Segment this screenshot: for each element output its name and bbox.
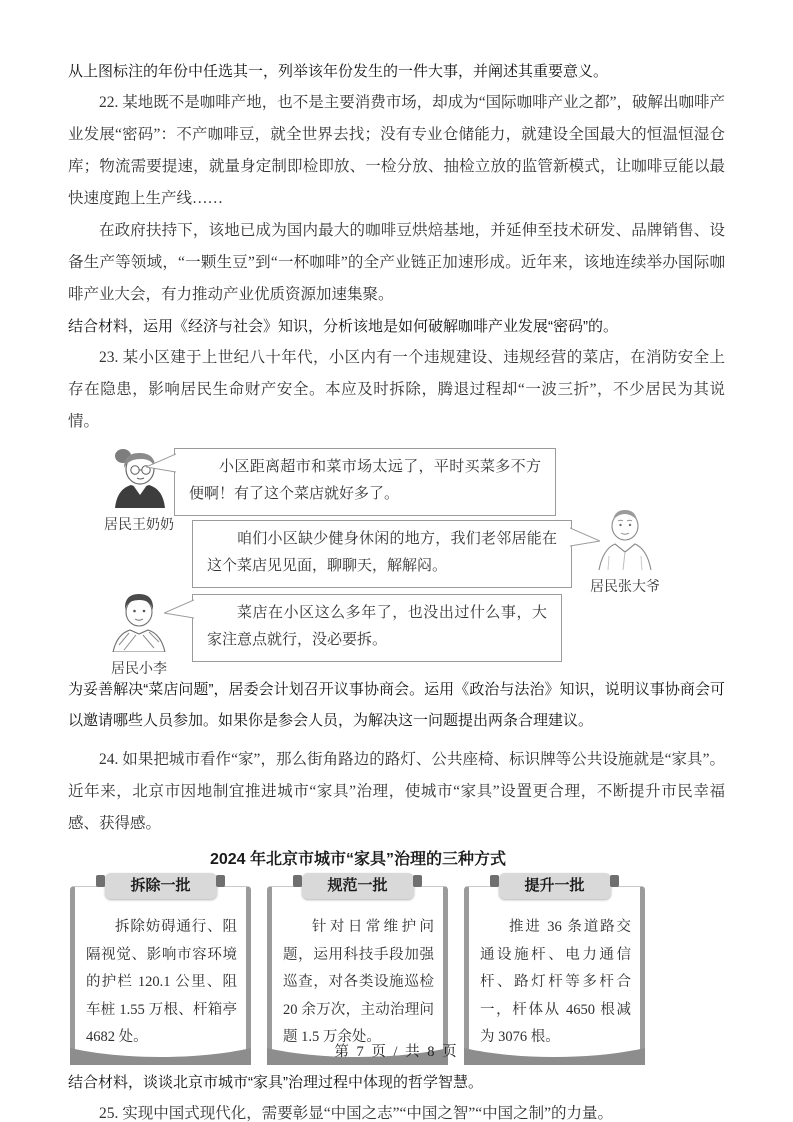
diagram-title: 2024 年北京市城市“家具”治理的三种方式 [209,851,507,868]
question-24-task: 结合材料，谈谈北京市城市“家具”治理过程中体现的哲学智慧。 [68,1074,483,1091]
resident-zhang-label: 居民张大爷 [590,580,660,595]
pin-icon [413,875,422,887]
bubble-text-wang: 小区距离超市和菜市场太远了，平时买菜多不方便啊！有了这个菜店就好多了。 [189,459,541,502]
question-23-task: 为妥善解决“菜店问题”，居委会计划召开议事协商会。运用《政治与法治》知识，说明议事协商会可以邀请哪些人员参加。如果你是参会人员，为解决这一问题提出两条合理建议。 [68,681,725,729]
city-furniture-diagram [68,846,725,1065]
resident-li-figure [96,588,182,678]
pin-icon [293,875,302,887]
grandma-portrait-icon [99,495,179,512]
resident-li-label: 居民小李 [111,662,167,677]
speech-bubble-wang [174,448,556,516]
residents-dialogue [68,442,725,677]
panel-demolish [70,873,251,1065]
question-23-paragraph: 23. 某小区建于上世纪八十年代，小区内有一个违规建设、违规经营的菜店，在消防安全上存在隐患，影响居民生命财产安全。本应及时拆除，腾退过程却“一波三折”，不少居民为其说情。 [68,349,725,430]
panel-demolish-body: 拆除妨碍通行、阻隔视觉、影响市容环境的护栏 120.1 公里、阻车桩 1.55 万根、杆箱亭 4682 处。 [86,919,237,1045]
speech-bubble-li [192,594,562,662]
bubble-tail-left-icon [146,453,176,475]
question-22-paragraph-2: 在政府扶持下，该地已成为国内最大的咖啡豆烘焙基地，并延伸至技术研发、品牌销售、设备生产等领域，“一颗生豆”到“一杯咖啡”的全产业链正加速形成。近年来，该地连续举办国际咖啡产业大会，有力推动产业优质资源加速集聚。 [68,222,725,303]
panel-regulate-header: 规范一批 [302,873,414,899]
pin-icon [96,875,105,887]
panel-upgrade [464,873,645,1065]
question-22-paragraph-1: 22. 某地既不是咖啡产地，也不是主要消费市场，却成为“国际咖啡产业之都”，破解出咖啡产业发展“密码”：不产咖啡豆，就全世界去找；没有专业仓储能力，就建设全国最大的恒温恒湿仓库；物流需要提速，就量身定制即检即放、一检分放、抽检立放的监管新模式，让咖啡豆能以最快速度跑上生产线…… [68,94,726,207]
diagram-panels [70,873,646,1065]
old-man-portrait-icon [585,557,665,574]
panel-paper [267,886,448,1065]
panel-upgrade-header: 提升一批 [499,873,611,899]
panel-regulate [267,873,448,1065]
question-25-paragraph: 25. 实现中国式现代化，需要彰显“中国之志”“中国之智”“中国之制”的力量。 [99,1105,614,1122]
panel-paper [464,886,645,1065]
intro-line: 从上图标注的年份中任选其一，列举该年份发生的一件大事，并阐述其重要意义。 [68,63,609,80]
pin-icon [610,875,619,887]
question-22-task: 结合材料，运用《经济与社会》知识，分析该地是如何破解咖啡产业发展“密码”的。 [68,318,618,335]
pin-icon [216,875,225,887]
panel-paper [70,886,251,1065]
panel-demolish-header: 拆除一批 [105,873,217,899]
page-number: 第 7 页 / 共 8 页 [334,1044,459,1060]
question-24-paragraph: 24. 如果把城市看作“家”，那么街角路边的路灯、公共座椅、标识牌等公共设施就是“家具”。近年来，北京市因地制宜推进城市“家具”治理，使城市“家具”设置更合理，不断提升市民幸福感、获得感。 [68,751,725,832]
panel-upgrade-body: 推进 36 条道路交通设施杆、电力通信杆、路灯杆等多杆合一，杆体从 4650 根减为 3076 根。 [480,919,631,1045]
young-man-portrait-icon [99,639,179,656]
bubble-text-zhang: 咱们小区缺少健身休闲的地方，我们老邻居能在这个菜店见见面，聊聊天，解解闷。 [207,531,557,574]
panel-regulate-body: 针对日常维护问题，运用科技手段加强巡查，对各类设施巡检 20 余万次，主动治理问题 1.5 万余处。 [283,919,434,1045]
resident-zhang-figure [582,504,668,596]
bubble-text-li: 菜店在小区这么多年了，也没出过什么事，大家注意点就行，没必要拆。 [207,605,547,648]
speech-bubble-zhang [192,520,572,588]
resident-wang-label: 居民王奶奶 [104,518,174,533]
pin-icon [490,875,499,887]
